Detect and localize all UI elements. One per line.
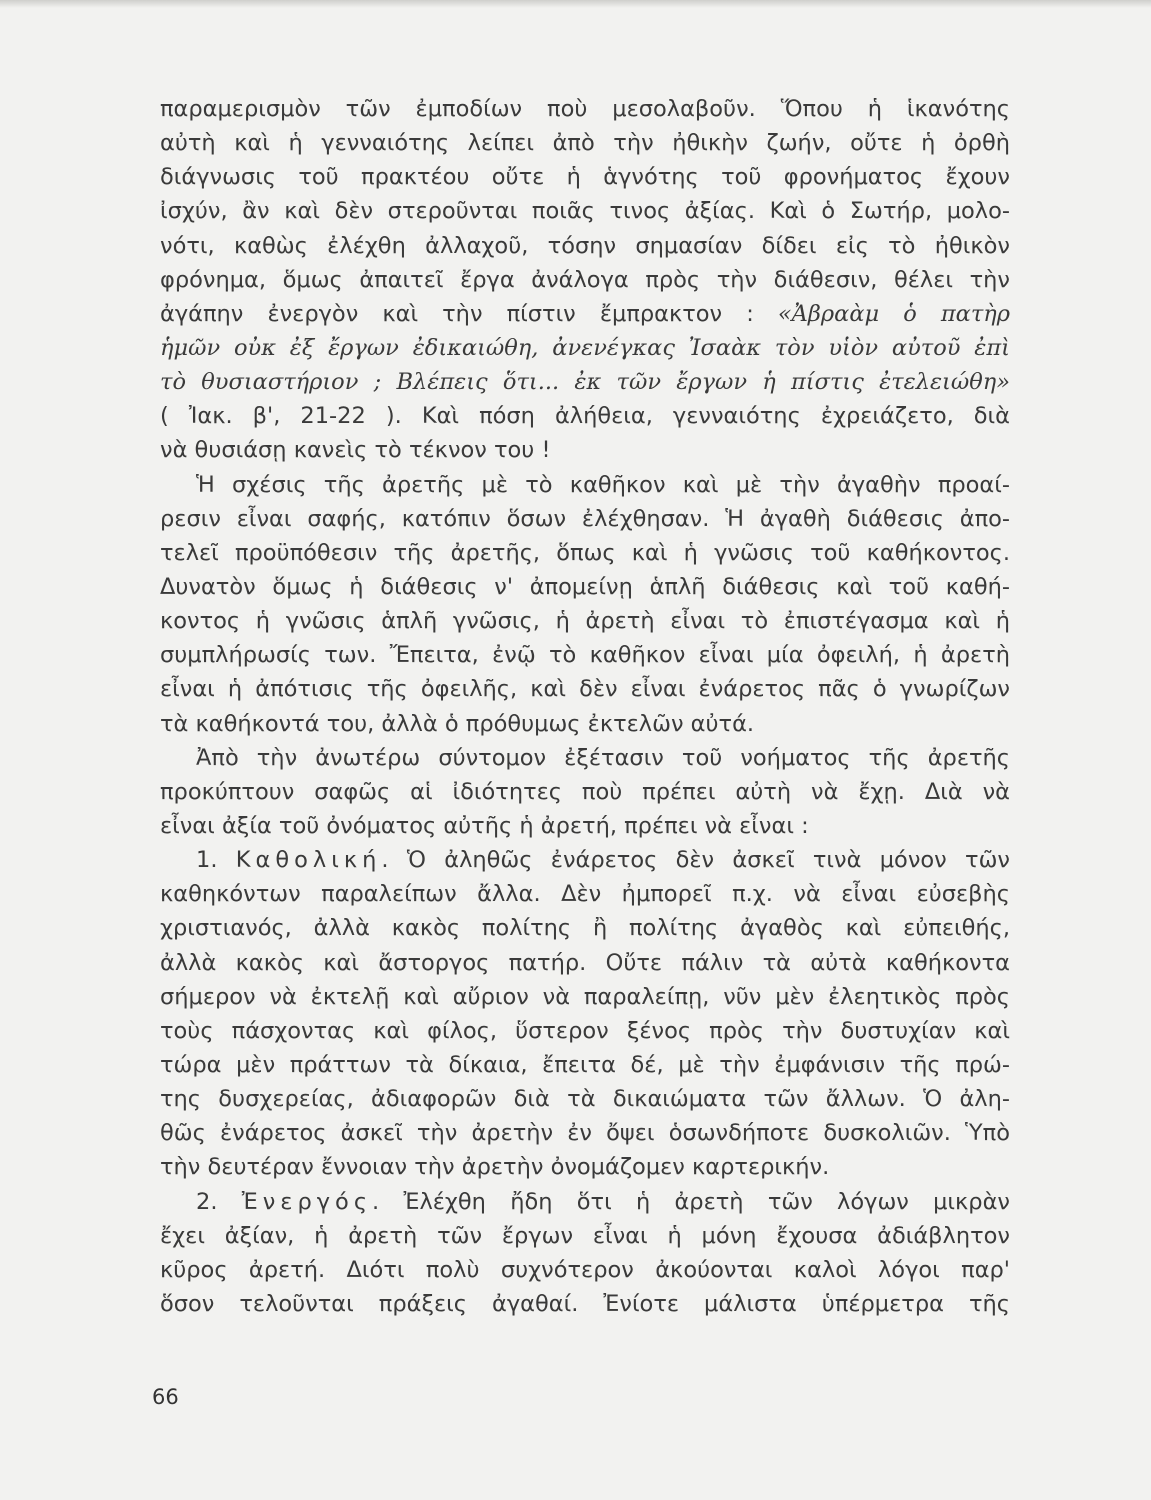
text-line: τελεῖ προϋπόθεσιν τῆς ἀρετῆς, ὅπως καὶ ἡ γνῶσις τοῦ καθήκοντος.: [160, 539, 1010, 566]
text-segment: . Ὁ ἀληθῶς ἐνάρετος δὲν ἀσκεῖ τινὰ μόνον τῶν: [381, 847, 1010, 874]
text-line: θῶς ἐνάρετος ἀσκεῖ τὴν ἀρετὴν ἐν ὄψει ὁσωνδήποτε δυσκολιῶν. Ὑπὸ: [160, 1120, 1010, 1147]
text-line: τὴν δευτέραν ἔννοιαν τὴν ἀρετὴν ὀνομάζομεν καρτερικήν.: [160, 1154, 830, 1181]
text-segment: . Ἐλέχθη ἤδη ὅτι ἡ ἀρετὴ τῶν λόγων μικρὰν: [372, 1188, 1010, 1215]
page-body: [160, 92, 1010, 1321]
quote-start: «Ἀβραὰμ ὁ πατὴρ: [777, 300, 1010, 327]
text-line: χριστιανός, ἀλλὰ κακὸς πολίτης ἢ πολίτης ἀγαθὸς καὶ εὐπειθής,: [160, 915, 1010, 942]
text-line: τώρα μὲν πράττων τὰ δίκαια, ἔπειτα δέ, μὲ τὴν ἐμφάνισιν τῆς πρώ-: [160, 1051, 1010, 1078]
quote-line: τὸ θυσιαστήριον ; Βλέπεις ὅτι... ἐκ τῶν ἔργων ἡ πίστις ἐτελειώθη»: [160, 369, 1010, 396]
text-line: φρόνημα, ὅμως ἀπαιτεῖ ἔργα ἀνάλογα πρὸς τὴν διάθεσιν, θέλει τὴν: [160, 266, 1010, 293]
item-number: 2.: [196, 1188, 218, 1215]
text-line: Δυνατὸν ὅμως ἡ διάθεσις ν' ἀπομείνῃ ἁπλῆ διάθεσις καὶ τοῦ καθή-: [160, 573, 1010, 600]
text-line: ἔχει ἀξίαν, ἡ ἀρετὴ τῶν ἔργων εἶναι ἡ μόνη ἔχουσα ἀδιάβλητον: [160, 1222, 1010, 1249]
text-line: τοὺς πάσχοντας καὶ φίλος, ὕστερον ξένος πρὸς τὴν δυστυχίαν καὶ: [160, 1017, 1010, 1044]
text-segment: ἀγάπην ἐνεργὸν καὶ τὴν πίστιν ἔμπρακτον :: [160, 300, 754, 327]
quote-line: ἡμῶν οὐκ ἐξ ἔργων ἐδικαιώθη, ἀνενέγκας Ἰσαὰκ τὸν υἱὸν αὐτοῦ ἐπὶ: [160, 334, 1010, 361]
text-line: ἰσχύν, ἂν καὶ δὲν στεροῦνται ποιᾶς τινος ἀξίας. Καὶ ὁ Σωτήρ, μολο-: [160, 198, 1010, 225]
scan-top-edge: [0, 0, 1151, 8]
text-line: κοντος ἡ γνῶσις ἁπλῆ γνῶσις, ἡ ἀρετὴ εἶναι τὸ ἐπιστέγασμα καὶ ἡ: [160, 608, 1010, 635]
text-line: παραμερισμὸν τῶν ἐμποδίων ποὺ μεσολαβοῦν. Ὅπου ἡ ἱκανότης: [160, 96, 1010, 122]
text-line: αὐτὴ καὶ ἡ γενναιότης λείπει ἀπὸ τὴν ἠθικὴν ζωήν, οὔτε ἡ ὀρθὴ: [160, 130, 1010, 157]
text-line: καθηκόντων παραλείπων ἄλλα. Δὲν ἠμπορεῖ π.χ. νὰ εἶναι εὐσεβὴς: [160, 881, 1010, 908]
paragraph-start: Ἡ σχέσις τῆς ἀρετῆς μὲ τὸ καθῆκον καὶ μὲ τὴν ἀγαθὴν προαί-: [196, 471, 1010, 498]
text-line: συμπλήρωσίς των. Ἔπειτα, ἐνῷ τὸ καθῆκον εἶναι μία ὀφειλή, ἡ ἀρετὴ: [160, 642, 1010, 669]
text-line: ἀλλὰ κακὸς καὶ ἄστοργος πατήρ. Οὔτε πάλιν τὰ αὐτὰ καθήκοντα: [160, 949, 1010, 976]
text-line: σήμερον νὰ ἐκτελῇ καὶ αὔριον νὰ παραλείπῃ, νῦν μὲν ἐλεητικὸς πρὸς: [160, 983, 1010, 1010]
text-line: διάγνωσις τοῦ πρακτέου οὔτε ἡ ἁγνότης τοῦ φρονήματος ἔχουν: [160, 164, 1010, 191]
item-number: 1.: [196, 847, 218, 874]
text-line: νότι, καθὼς ἐλέχθη ἀλλαχοῦ, τόσην σημασίαν δίδει εἰς τὸ ἠθικὸν: [160, 232, 1010, 259]
text-line: κῦρος ἀρετή. Διότι πολὺ συχνότερον ἀκούονται καλοὶ λόγοι παρ': [160, 1256, 1010, 1283]
text-line: προκύπτουν σαφῶς αἱ ἰδιότητες ποὺ πρέπει αὐτὴ νὰ ἔχῃ. Διὰ νὰ: [160, 778, 1010, 805]
text-line: ρεσιν εἶναι σαφής, κατόπιν ὅσων ἐλέχθησαν. Ἡ ἀγαθὴ διάθεσις ἀπο-: [160, 505, 1010, 532]
text-line: εἶναι ἡ ἀπότισις τῆς ὀφειλῆς, καὶ δὲν εἶναι ἐνάρετος πᾶς ὁ γνωρίζων: [160, 676, 1010, 703]
text-line: εἶναι ἀξία τοῦ ὀνόματος αὐτῆς ἡ ἀρετή, πρέπει νὰ εἶναι :: [160, 812, 809, 839]
page-number: 66: [152, 1385, 179, 1409]
item-heading: Καθολική: [235, 847, 382, 874]
text-line: τὰ καθήκοντά του, ἀλλὰ ὁ πρόθυμως ἐκτελῶν αὐτά.: [160, 710, 755, 737]
paragraph-start: Ἀπὸ τὴν ἀνωτέρω σύντομον ἐξέτασιν τοῦ νοήματος τῆς ἀρετῆς: [196, 744, 1010, 771]
text-line: της δυσχερείας, ἀδιαφορῶν διὰ τὰ δικαιώματα τῶν ἄλλων. Ὁ ἀλη-: [160, 1086, 1010, 1113]
item-heading: Ἐνεργός: [241, 1188, 373, 1215]
numbered-item-2: [160, 1185, 1010, 1219]
text-line: ( Ἰακ. β', 21-22 ). Καὶ πόση ἀλήθεια, γενναιότης ἐχρειάζετο, διὰ: [160, 403, 1010, 430]
numbered-item-1: [160, 843, 1010, 877]
text-line: νὰ θυσιάσῃ κανεὶς τὸ τέκνον του !: [160, 437, 551, 464]
text-line-with-quote: [160, 297, 1010, 331]
text-line: ὅσον τελοῦνται πράξεις ἀγαθαί. Ἐνίοτε μάλιστα ὑπέρμετρα τῆς: [160, 1290, 1010, 1317]
